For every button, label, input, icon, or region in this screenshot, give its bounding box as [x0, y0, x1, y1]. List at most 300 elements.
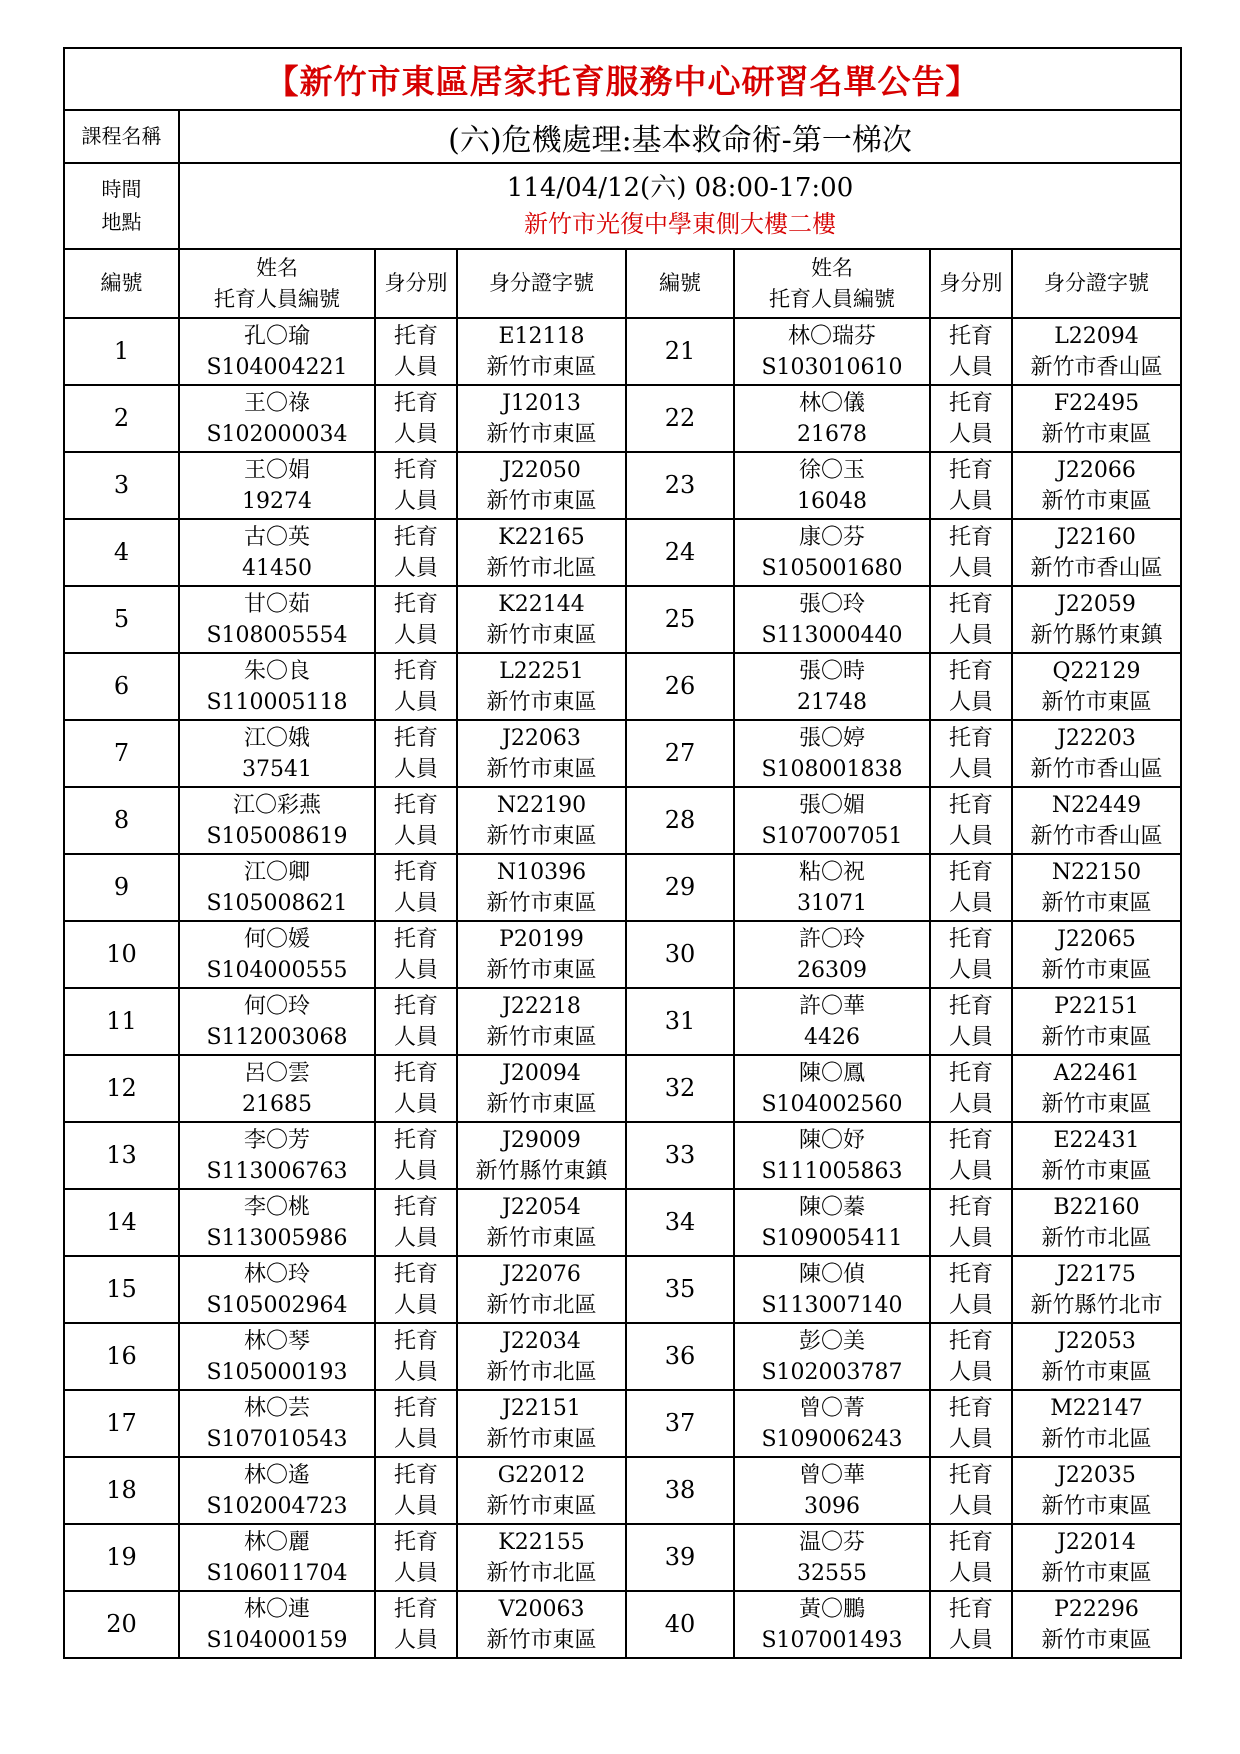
trainee-id-area: [457, 1189, 626, 1256]
trainee-id-number: J22065: [1057, 926, 1136, 952]
trainee-name-code: [179, 1256, 375, 1323]
trainee-name-code: [734, 854, 930, 921]
trainee-staff-code: 16048: [797, 488, 867, 514]
trainee-id-area: [1012, 787, 1181, 854]
table-row: [64, 720, 1181, 787]
trainee-id-area: [457, 1457, 626, 1524]
trainee-id-area: [457, 1256, 626, 1323]
table-row: [64, 318, 1181, 385]
header-name-label: 姓名: [811, 255, 853, 280]
trainee-number: 37: [626, 1390, 734, 1457]
trainee-number: 17: [64, 1390, 179, 1457]
trainee-id-number: Q22129: [1052, 658, 1141, 684]
table-row: [64, 854, 1181, 921]
trainee-id-number: K22144: [498, 591, 585, 617]
trainee-id-area: [1012, 1591, 1181, 1658]
trainee-identity: [375, 1591, 457, 1658]
trainee-area: 新竹市香山區: [1030, 823, 1163, 849]
trainee-id-number: J22035: [1057, 1462, 1136, 1488]
trainee-name: 何〇玲: [243, 993, 310, 1019]
trainee-staff-code: S109005411: [761, 1225, 903, 1251]
trainee-number: 25: [626, 586, 734, 653]
trainee-number: 23: [626, 452, 734, 519]
trainee-number: 31: [626, 988, 734, 1055]
identity-line: 托育: [948, 457, 993, 483]
trainee-name-code: [734, 1122, 930, 1189]
identity-line: 托育: [948, 1328, 993, 1354]
trainee-identity: [930, 1055, 1012, 1122]
header-staff-id-label: 托育人員編號: [214, 286, 340, 311]
trainee-area: 新竹市東區: [486, 488, 597, 514]
trainee-staff-code: 37541: [242, 756, 312, 782]
trainee-id-area: [1012, 720, 1181, 787]
trainee-staff-code: S104000555: [206, 957, 348, 983]
trainee-area: 新竹市東區: [1041, 1627, 1152, 1653]
identity-line: 托育: [393, 1060, 438, 1086]
header-name-right: [734, 249, 930, 318]
identity-line: 人員: [948, 1359, 993, 1385]
identity-line: 托育: [393, 1261, 438, 1287]
trainee-id-area: [457, 988, 626, 1055]
trainee-area: 新竹縣竹北市: [1030, 1292, 1163, 1318]
trainee-number: 12: [64, 1055, 179, 1122]
trainee-name: 甘〇茹: [243, 591, 310, 617]
trainee-number: 24: [626, 519, 734, 586]
trainee-id-number: L22251: [499, 658, 584, 684]
trainee-id-number: J22050: [502, 457, 581, 483]
trainee-identity: [930, 586, 1012, 653]
trainee-number: 36: [626, 1323, 734, 1390]
trainee-name: 張〇媚: [798, 792, 865, 818]
identity-line: 托育: [948, 1395, 993, 1421]
trainee-area: 新竹市東區: [1041, 957, 1152, 983]
trainee-number: 28: [626, 787, 734, 854]
trainee-name-code: [734, 1524, 930, 1591]
trainee-staff-code: 4426: [804, 1024, 860, 1050]
trainee-name-code: [734, 988, 930, 1055]
header-staff-id-label: 托育人員編號: [769, 286, 895, 311]
trainee-area: 新竹縣竹東鎮: [475, 1158, 608, 1184]
trainee-area: 新竹市東區: [486, 1493, 597, 1519]
table-row: [64, 1591, 1181, 1658]
trainee-number: 22: [626, 385, 734, 452]
trainee-name: 曾〇華: [798, 1462, 865, 1488]
trainee-area: 新竹市香山區: [1030, 555, 1163, 581]
trainee-identity: [930, 1390, 1012, 1457]
trainee-id-number: E12118: [498, 323, 585, 349]
trainee-identity: [930, 452, 1012, 519]
trainee-name: 呂〇雲: [243, 1060, 310, 1086]
trainee-id-number: V20063: [498, 1596, 585, 1622]
trainee-number: 1: [64, 318, 179, 385]
trainee-name-code: [179, 1591, 375, 1658]
trainee-number: 13: [64, 1122, 179, 1189]
identity-line: 托育: [948, 1060, 993, 1086]
trainee-staff-code: S107001493: [761, 1627, 903, 1653]
identity-line: 托育: [393, 725, 438, 751]
trainee-identity: [375, 653, 457, 720]
trainee-area: 新竹市東區: [486, 421, 597, 447]
trainee-id-number: N10396: [496, 859, 587, 885]
trainee-name-code: [179, 988, 375, 1055]
trainee-name-code: [179, 1055, 375, 1122]
trainee-name-code: [179, 921, 375, 988]
trainee-area: 新竹市東區: [1041, 1024, 1152, 1050]
table-row: [64, 787, 1181, 854]
identity-line: 托育: [393, 1529, 438, 1555]
trainee-identity: [375, 519, 457, 586]
trainee-id-number: N22190: [496, 792, 587, 818]
identity-line: 托育: [948, 1261, 993, 1287]
trainee-area: 新竹市東區: [486, 622, 597, 648]
trainee-id-number: P20199: [499, 926, 584, 952]
trainee-identity: [930, 1323, 1012, 1390]
trainee-id-area: [1012, 1055, 1181, 1122]
trainee-name: 徐〇玉: [798, 457, 865, 483]
identity-line: 托育: [393, 390, 438, 416]
identity-line: 人員: [948, 1627, 993, 1653]
trainee-id-number: J22151: [502, 1395, 581, 1421]
trainee-number: 11: [64, 988, 179, 1055]
trainee-number: 39: [626, 1524, 734, 1591]
identity-line: 人員: [948, 1091, 993, 1117]
trainee-area: 新竹市北區: [486, 1292, 597, 1318]
trainee-name-code: [734, 1256, 930, 1323]
trainee-identity: [930, 1457, 1012, 1524]
trainee-name-code: [734, 519, 930, 586]
identity-line: 托育: [948, 323, 993, 349]
trainee-id-area: [1012, 452, 1181, 519]
table-row: [64, 1390, 1181, 1457]
trainee-staff-code: S113005986: [206, 1225, 348, 1251]
trainee-id-area: [1012, 1323, 1181, 1390]
trainee-number: 3: [64, 452, 179, 519]
place-value: 新竹市光復中學東側大樓二樓: [524, 210, 836, 238]
trainee-number: 38: [626, 1457, 734, 1524]
trainee-id-area: [457, 1524, 626, 1591]
identity-line: 人員: [393, 957, 438, 983]
trainee-id-number: K22165: [498, 524, 585, 550]
trainee-name: 江〇彩燕: [232, 792, 321, 818]
trainee-name: 江〇娥: [243, 725, 310, 751]
header-id-number: 身分證字號: [457, 249, 626, 318]
trainee-name: 林〇瑞芬: [787, 323, 876, 349]
trainee-area: 新竹市北區: [1041, 1426, 1152, 1452]
trainee-name-code: [179, 1189, 375, 1256]
course-label: 課程名稱: [64, 110, 179, 163]
identity-line: 托育: [948, 1529, 993, 1555]
identity-line: 人員: [948, 1426, 993, 1452]
header-name: [179, 249, 375, 318]
trainee-identity: [375, 1390, 457, 1457]
identity-line: 托育: [393, 1328, 438, 1354]
trainee-name: 古〇英: [243, 524, 310, 550]
identity-line: 人員: [948, 890, 993, 916]
trainee-identity: [375, 988, 457, 1055]
trainee-area: 新竹市東區: [1041, 1091, 1152, 1117]
trainee-number: 35: [626, 1256, 734, 1323]
trainee-id-number: G22012: [497, 1462, 586, 1488]
identity-line: 人員: [948, 1493, 993, 1519]
trainee-name: 許〇玲: [798, 926, 865, 952]
identity-line: 人員: [948, 1158, 993, 1184]
trainee-name-code: [734, 1591, 930, 1658]
trainee-number: 6: [64, 653, 179, 720]
trainee-number: 10: [64, 921, 179, 988]
trainee-id-number: P22296: [1054, 1596, 1139, 1622]
trainee-id-area: [1012, 1256, 1181, 1323]
trainee-identity: [930, 1591, 1012, 1658]
identity-line: 托育: [948, 1462, 993, 1488]
trainee-staff-code: S108001838: [761, 756, 903, 782]
trainee-number: 26: [626, 653, 734, 720]
trainee-identity: [375, 854, 457, 921]
trainee-identity: [375, 720, 457, 787]
trainee-number: 18: [64, 1457, 179, 1524]
trainee-name-code: [179, 318, 375, 385]
identity-line: 托育: [393, 524, 438, 550]
trainee-id-number: F22495: [1053, 390, 1140, 416]
trainee-name-code: [179, 1323, 375, 1390]
trainee-staff-code: 26309: [797, 957, 867, 983]
trainee-area: 新竹市東區: [1041, 1359, 1152, 1385]
trainee-area: 新竹市東區: [486, 1426, 597, 1452]
trainee-name: 粘〇祝: [798, 859, 865, 885]
trainee-id-number: J20094: [502, 1060, 581, 1086]
trainee-id-area: [1012, 653, 1181, 720]
trainee-name-code: [179, 1457, 375, 1524]
trainee-name-code: [734, 720, 930, 787]
trainee-staff-code: S105008621: [206, 890, 348, 916]
trainee-staff-code: S104002560: [761, 1091, 903, 1117]
trainee-name-code: [734, 1055, 930, 1122]
trainee-identity: [375, 1457, 457, 1524]
identity-line: 人員: [393, 890, 438, 916]
header-number-right: 編號: [626, 249, 734, 318]
trainee-number: 8: [64, 787, 179, 854]
trainee-number: 15: [64, 1256, 179, 1323]
table-row: [64, 1189, 1181, 1256]
trainee-id-area: [457, 1323, 626, 1390]
trainee-area: 新竹市東區: [1041, 1158, 1152, 1184]
trainee-name-code: [179, 385, 375, 452]
trainee-area: 新竹市東區: [486, 689, 597, 715]
trainee-staff-code: S105002964: [206, 1292, 348, 1318]
trainee-id-area: [1012, 1122, 1181, 1189]
trainee-id-area: [1012, 385, 1181, 452]
trainee-id-area: [1012, 1390, 1181, 1457]
trainee-name-code: [734, 1390, 930, 1457]
trainee-area: 新竹市東區: [486, 957, 597, 983]
trainee-name: 許〇華: [798, 993, 865, 1019]
trainee-name: 林〇麗: [243, 1529, 310, 1555]
trainee-id-number: J22054: [502, 1194, 581, 1220]
trainee-staff-code: S104000159: [206, 1627, 348, 1653]
identity-line: 人員: [393, 1225, 438, 1251]
trainee-id-area: [1012, 1457, 1181, 1524]
trainee-name-code: [179, 787, 375, 854]
trainee-name: 李〇芳: [243, 1127, 310, 1153]
trainee-identity: [930, 787, 1012, 854]
trainee-id-number: J22059: [1057, 591, 1136, 617]
trainee-id-number: J22076: [502, 1261, 581, 1287]
trainee-id-number: J22063: [502, 725, 581, 751]
identity-line: 人員: [393, 1627, 438, 1653]
trainee-staff-code: S105000193: [206, 1359, 348, 1385]
identity-line: 托育: [393, 859, 438, 885]
trainee-id-number: J22014: [1057, 1529, 1136, 1555]
trainee-id-number: L22094: [1054, 323, 1139, 349]
trainee-name-code: [734, 787, 930, 854]
trainee-area: 新竹市香山區: [1030, 354, 1163, 380]
trainee-area: 新竹市香山區: [1030, 756, 1163, 782]
trainee-name-code: [179, 854, 375, 921]
trainee-name-code: [734, 452, 930, 519]
identity-line: 人員: [948, 555, 993, 581]
identity-line: 托育: [393, 1395, 438, 1421]
identity-line: 人員: [393, 622, 438, 648]
trainee-name-code: [734, 385, 930, 452]
time-value: 114/04/12(六) 08:00-17:00: [506, 173, 854, 203]
trainee-id-number: P22151: [1054, 993, 1139, 1019]
trainee-identity: [930, 653, 1012, 720]
trainee-area: 新竹市東區: [486, 1091, 597, 1117]
trainee-identity: [930, 1189, 1012, 1256]
trainee-staff-code: 21685: [242, 1091, 312, 1117]
trainee-id-area: [1012, 1524, 1181, 1591]
trainee-area: 新竹市東區: [1041, 689, 1152, 715]
roster-sheet: [63, 47, 1180, 1659]
identity-line: 托育: [948, 859, 993, 885]
table-row: [64, 1055, 1181, 1122]
identity-line: 人員: [393, 421, 438, 447]
trainee-name: 彭〇美: [798, 1328, 865, 1354]
trainee-staff-code: S110005118: [206, 689, 348, 715]
roster-table: [63, 47, 1182, 1659]
trainee-staff-code: S111005863: [761, 1158, 903, 1184]
trainee-id-number: J22175: [1057, 1261, 1136, 1287]
identity-line: 人員: [393, 1426, 438, 1452]
identity-line: 人員: [948, 823, 993, 849]
trainee-area: 新竹市東區: [486, 890, 597, 916]
trainee-number: 33: [626, 1122, 734, 1189]
identity-line: 托育: [393, 658, 438, 684]
trainee-name: 孔〇瑜: [243, 323, 310, 349]
trainee-number: 5: [64, 586, 179, 653]
trainee-name-code: [179, 586, 375, 653]
trainee-number: 21: [626, 318, 734, 385]
trainee-area: 新竹市北區: [1041, 1225, 1152, 1251]
trainee-area: 新竹縣竹東鎮: [1030, 622, 1163, 648]
trainee-name-code: [179, 519, 375, 586]
table-row: [64, 385, 1181, 452]
identity-line: 人員: [393, 488, 438, 514]
trainee-name: 林〇玲: [243, 1261, 310, 1287]
identity-line: 人員: [393, 756, 438, 782]
trainee-name-code: [179, 1524, 375, 1591]
trainee-staff-code: S113000440: [761, 622, 903, 648]
trainee-area: 新竹市東區: [486, 1627, 597, 1653]
trainee-number: 14: [64, 1189, 179, 1256]
trainee-identity: [375, 1256, 457, 1323]
trainee-staff-code: S106011704: [206, 1560, 348, 1586]
identity-line: 人員: [393, 1292, 438, 1318]
identity-line: 人員: [948, 421, 993, 447]
header-identity-right: 身分別: [930, 249, 1012, 318]
table-row: [64, 988, 1181, 1055]
identity-line: 托育: [393, 1596, 438, 1622]
trainee-name-code: [734, 586, 930, 653]
course-name: (六)危機處理:基本救命術-第一梯次: [179, 110, 1181, 163]
identity-line: 托育: [948, 390, 993, 416]
identity-line: 人員: [948, 1024, 993, 1050]
trainee-identity: [930, 1256, 1012, 1323]
trainee-id-number: J22053: [1057, 1328, 1136, 1354]
table-row: [64, 653, 1181, 720]
trainee-number: 40: [626, 1591, 734, 1658]
trainee-id-number: J22218: [502, 993, 581, 1019]
column-header-row: [64, 249, 1181, 318]
trainee-name: 陳〇偵: [798, 1261, 865, 1287]
page-title: 【新竹市東區居家托育服務中心研習名單公告】: [64, 48, 1181, 110]
trainee-id-number: J22066: [1057, 457, 1136, 483]
trainee-id-area: [457, 1390, 626, 1457]
trainee-id-number: J22160: [1057, 524, 1136, 550]
trainee-identity: [930, 519, 1012, 586]
table-row: [64, 452, 1181, 519]
trainee-identity: [375, 452, 457, 519]
trainee-number: 27: [626, 720, 734, 787]
trainee-staff-code: 19274: [242, 488, 312, 514]
header-id-number-right: 身分證字號: [1012, 249, 1181, 318]
trainee-area: 新竹市北區: [486, 555, 597, 581]
trainee-id-area: [457, 854, 626, 921]
trainee-id-number: N22150: [1051, 859, 1142, 885]
trainee-staff-code: S108005554: [206, 622, 348, 648]
trainee-number: 32: [626, 1055, 734, 1122]
trainee-staff-code: S113007140: [761, 1292, 903, 1318]
trainee-name: 曾〇菁: [798, 1395, 865, 1421]
identity-line: 托育: [393, 993, 438, 1019]
identity-line: 人員: [393, 1158, 438, 1184]
trainee-area: 新竹市東區: [486, 1225, 597, 1251]
trainee-id-area: [1012, 318, 1181, 385]
trainee-name: 陳〇妤: [798, 1127, 865, 1153]
trainee-identity: [375, 921, 457, 988]
trainee-id-area: [457, 1122, 626, 1189]
trainee-name: 康〇芬: [798, 524, 865, 550]
trainee-staff-code: S113006763: [206, 1158, 348, 1184]
trainee-id-number: J22034: [502, 1328, 581, 1354]
identity-line: 托育: [393, 591, 438, 617]
trainee-name-code: [734, 921, 930, 988]
table-row: [64, 586, 1181, 653]
trainee-name-code: [734, 318, 930, 385]
trainee-number: 34: [626, 1189, 734, 1256]
identity-line: 人員: [948, 756, 993, 782]
trainee-staff-code: S102004723: [206, 1493, 348, 1519]
trainee-identity: [930, 385, 1012, 452]
table-row: [64, 1256, 1181, 1323]
identity-line: 人員: [393, 1024, 438, 1050]
trainee-name: 王〇娟: [243, 457, 310, 483]
identity-line: 人員: [948, 689, 993, 715]
trainee-id-area: [457, 653, 626, 720]
table-row: [64, 1524, 1181, 1591]
identity-line: 人員: [393, 1560, 438, 1586]
trainee-name-code: [179, 1122, 375, 1189]
trainee-id-area: [457, 318, 626, 385]
